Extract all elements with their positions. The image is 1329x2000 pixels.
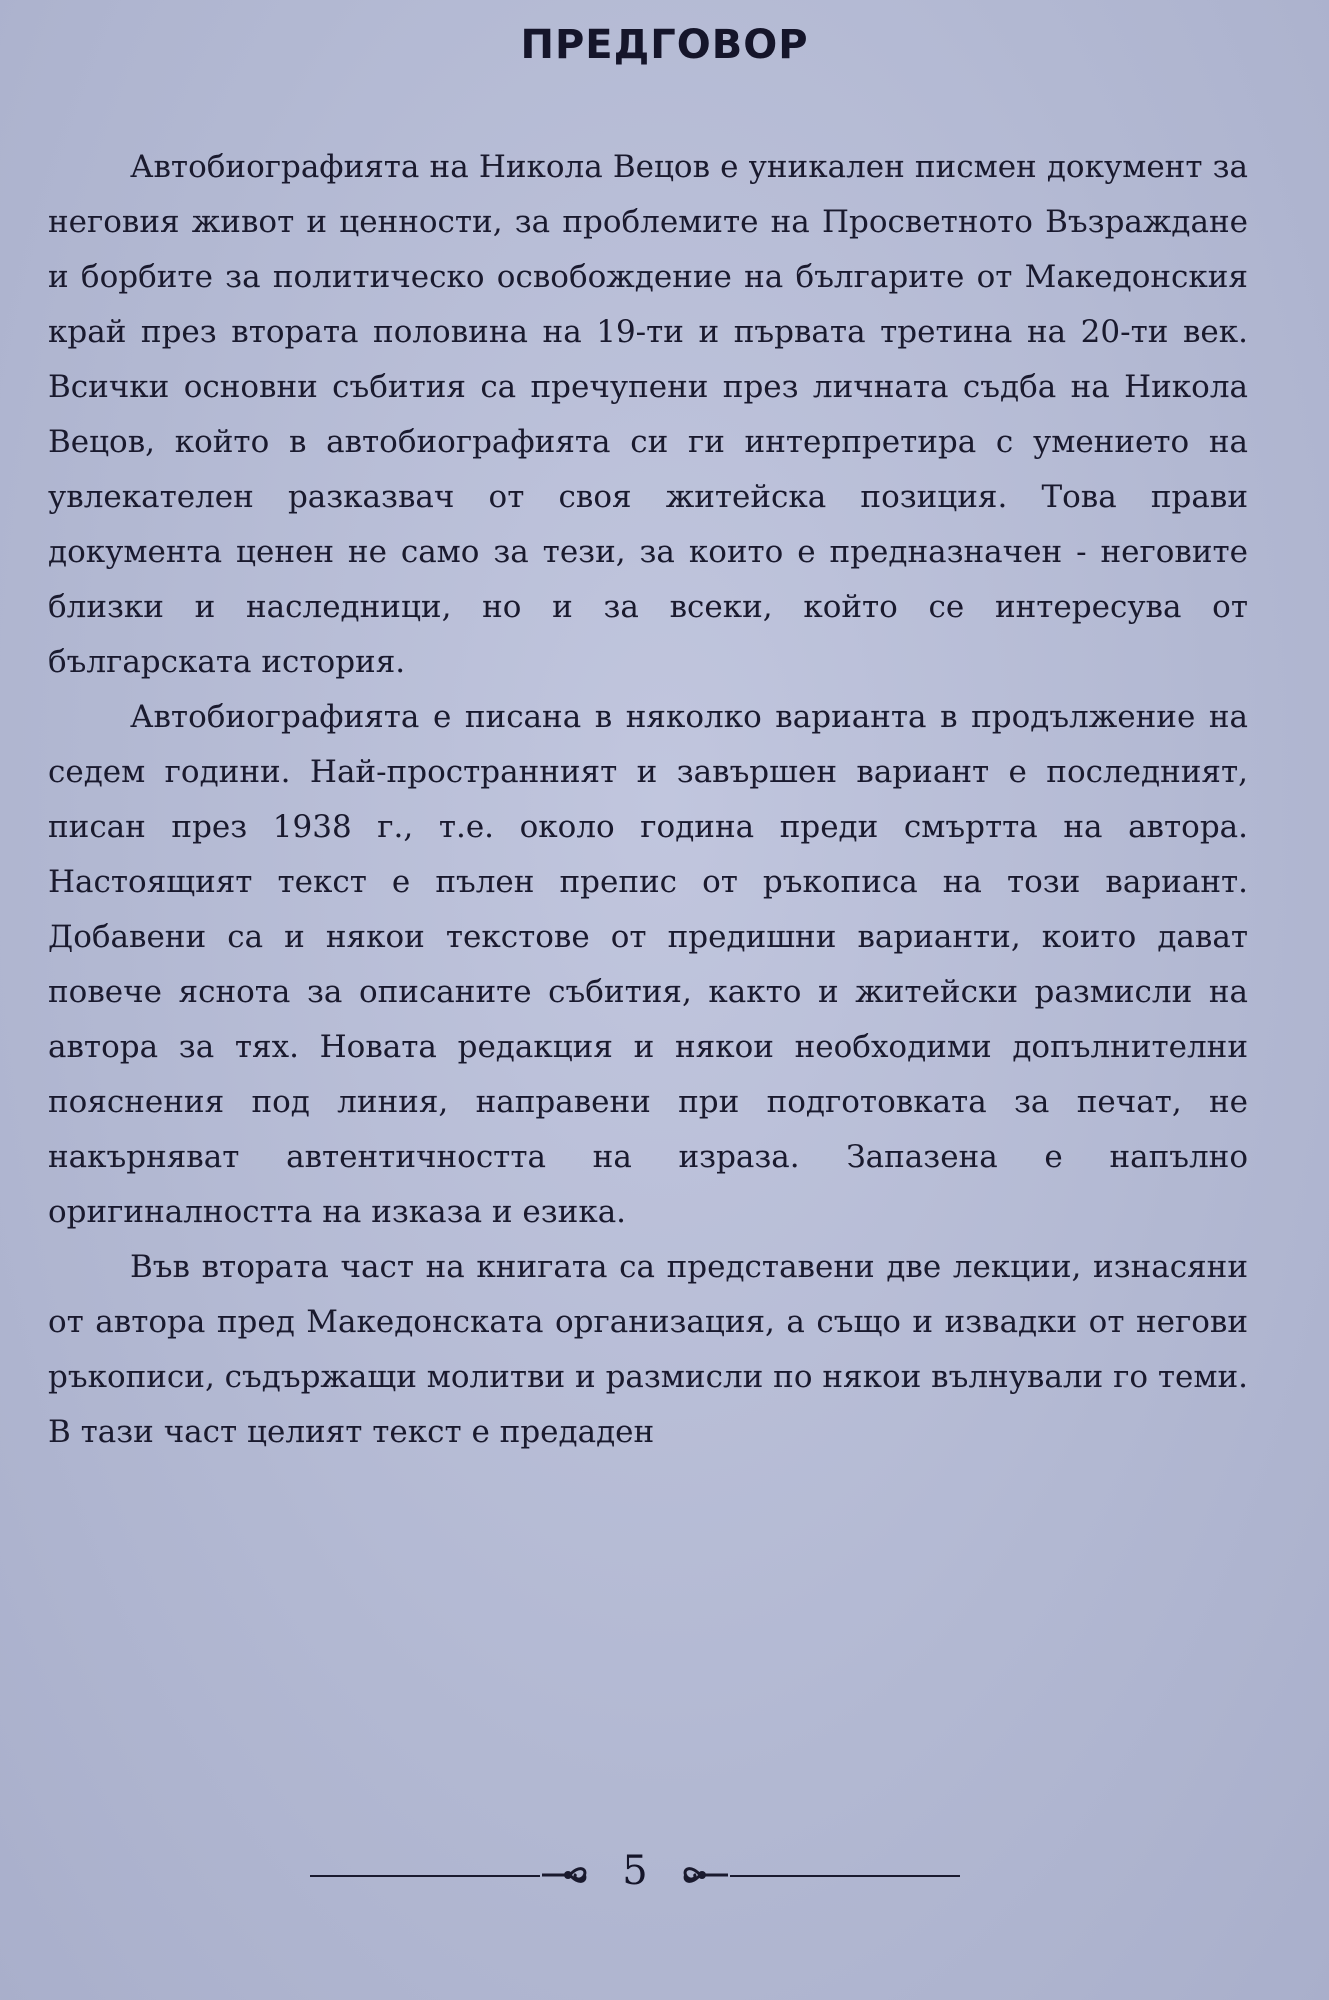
paragraph-2: Автобиографията е писана в няколко варианта в продължение на седем години. Най-пространният и завършен вариант е последният, писан през 1938 г., т.е. около година преди смъртта на автора. Настоящият текст е пълен препис от ръкописа на този вариант. Добавени са и някои текстове от предишни варианти, които дават повече яснота за описаните събития, както и житейски размисли на автора за тях. Новата редакция и някои необходими допълнителни пояснения под линия, направени при подготовката за печат, не накърняват автентичността на израза. Запазена е напълно оригиналността на изказа и езика. bbox=[48, 699, 1248, 1230]
paragraph-3: Във втората част на книгата са представени две лекции, изнасяни от автора пред Македонската организация, а също и извадки от негови ръкописи, съдържащи молитви и размисли по някои вълнували го теми. В тази част целият текст е предаден bbox=[48, 1249, 1248, 1450]
paragraph-1: Автобиографията на Никола Вецов е уникален писмен документ за неговия живот и ценности, за проблемите на Просветното Възраждане и борбите за политическо освобождение на българите от Македонския край през втората половина на 19-ти и първата третина на 20-ти век. Всички основни събития са пречупени през личната съдба на Никола Вецов, който в автобиографията си ги интерпретира с умението на увлекателен разказвач от своя житейска позиция. Това прави документа ценен не само за тези, за които е предназначен - неговите близки и наследници, но и за всеки, който се интересува от българската история. bbox=[48, 149, 1248, 680]
page-footer bbox=[310, 1840, 960, 1910]
page-number: 5 bbox=[622, 1848, 648, 1894]
page-title: ПРЕДГОВОР bbox=[520, 22, 809, 68]
flourish-right-icon bbox=[680, 1850, 730, 1900]
body-text bbox=[48, 140, 1248, 1460]
footer-rule-right bbox=[730, 1875, 960, 1877]
footer-rule-left bbox=[310, 1875, 540, 1877]
flourish-left-icon bbox=[540, 1850, 590, 1900]
